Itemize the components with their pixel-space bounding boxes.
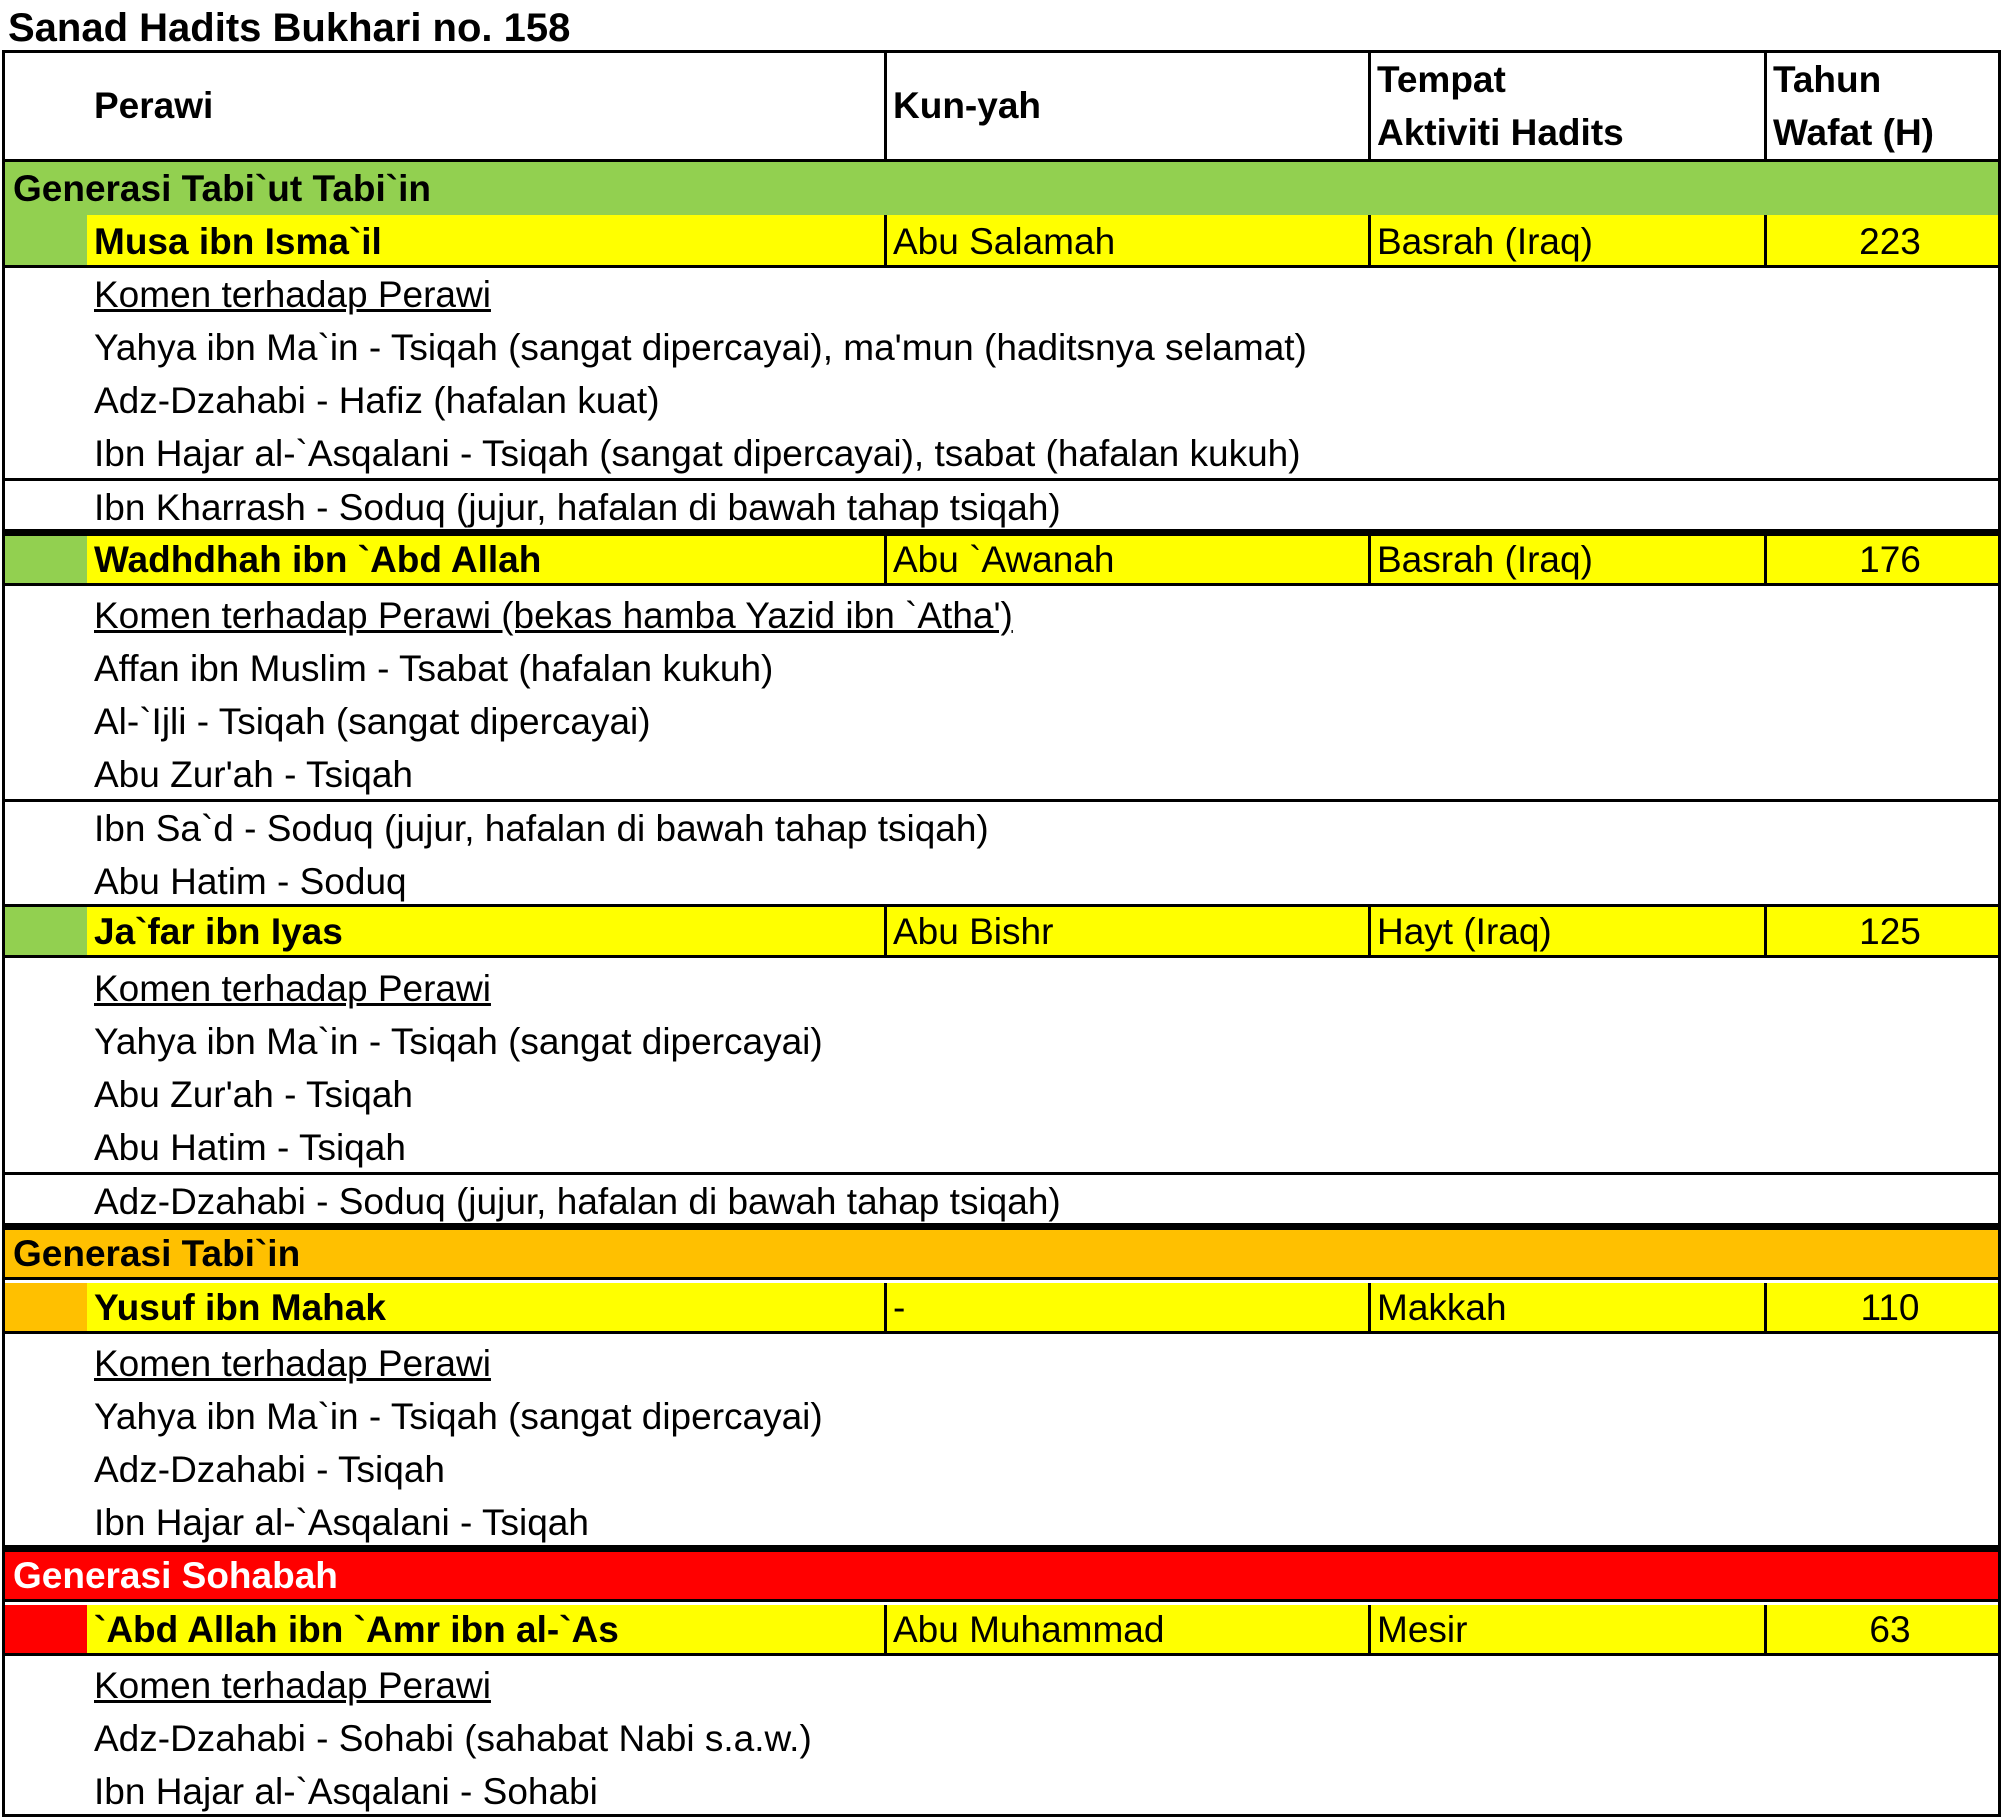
cell-divider bbox=[1764, 1283, 1767, 1334]
cell-divider bbox=[1764, 907, 1767, 958]
cell-divider bbox=[1368, 1283, 1371, 1334]
comment-line: Ibn Kharrash - Soduq (jujur, hafalan di bawah tahap tsiqah) bbox=[94, 487, 1061, 528]
comment-line: Ibn Sa`d - Soduq (jujur, hafalan di bawah tahap tsiqah) bbox=[94, 808, 989, 849]
comment-line: Adz-Dzahabi - Tsiqah bbox=[94, 1449, 445, 1490]
narrator-kunyah: Abu Bishr bbox=[893, 911, 1054, 952]
cell-divider bbox=[1368, 907, 1371, 958]
narrator-tempat: Basrah (Iraq) bbox=[1377, 539, 1593, 580]
generation-row-sohabah bbox=[5, 1552, 1998, 1602]
cell-divider bbox=[1764, 1605, 1767, 1656]
comment-line: Abu Zur'ah - Tsiqah bbox=[94, 754, 413, 795]
comment-line: Abu Zur'ah - Tsiqah bbox=[94, 1074, 413, 1115]
comment-line: Ibn Hajar al-`Asqalani - Sohabi bbox=[94, 1771, 598, 1812]
cell-divider bbox=[1368, 215, 1371, 268]
narrator-tempat: Mesir bbox=[1377, 1609, 1468, 1650]
narrator-name: Musa ibn Isma`il bbox=[94, 221, 382, 262]
narrator-tempat: Hayt (Iraq) bbox=[1377, 911, 1552, 952]
cell-divider bbox=[884, 907, 887, 958]
header-kunyah: Kun-yah bbox=[893, 85, 1041, 126]
generation-row-tabiin bbox=[5, 1230, 1998, 1280]
page-title: Sanad Hadits Bukhari no. 158 bbox=[8, 6, 571, 50]
header-perawi: Perawi bbox=[94, 85, 214, 126]
narrator-row bbox=[5, 215, 1998, 268]
cell-divider bbox=[1368, 536, 1371, 586]
comment-line: Adz-Dzahabi - Sohabi (sahabat Nabi s.a.w.) bbox=[94, 1718, 812, 1759]
section-border bbox=[5, 529, 1998, 536]
generation-label: Generasi Sohabah bbox=[13, 1555, 338, 1596]
narrator-tempat: Makkah bbox=[1377, 1287, 1507, 1328]
comment-line: Adz-Dzahabi - Soduq (jujur, hafalan di bawah tahap tsiqah) bbox=[94, 1181, 1061, 1222]
narrator-tahun: 63 bbox=[1869, 1609, 1911, 1650]
cell-divider bbox=[1764, 215, 1767, 268]
cell-divider bbox=[884, 215, 887, 268]
section-border bbox=[5, 1223, 1998, 1230]
narrator-tahun: 223 bbox=[1859, 221, 1921, 262]
header-divider bbox=[1368, 53, 1371, 159]
generation-row-tabiut-tabiin bbox=[5, 162, 1998, 215]
generation-color-stub bbox=[5, 536, 87, 583]
narrator-name: Wadhdhah ibn `Abd Allah bbox=[94, 539, 542, 580]
comment-line: Abu Hatim - Tsiqah bbox=[94, 1127, 406, 1168]
narrator-tahun: 176 bbox=[1859, 539, 1921, 580]
narrator-name: Yusuf ibn Mahak bbox=[94, 1287, 386, 1328]
cell-divider bbox=[884, 1283, 887, 1334]
comment-heading: Komen terhadap Perawi bbox=[94, 274, 491, 315]
narrator-name: `Abd Allah ibn `Amr ibn al-`As bbox=[94, 1609, 619, 1650]
comment-line: Yahya ibn Ma`in - Tsiqah (sangat dipercayai) bbox=[94, 1396, 823, 1437]
generation-color-stub bbox=[5, 215, 87, 265]
narrator-tahun: 125 bbox=[1859, 911, 1921, 952]
cell-divider bbox=[884, 1605, 887, 1656]
generation-color-stub bbox=[5, 1283, 87, 1331]
header-tahun-line1: Tahun bbox=[1773, 59, 1882, 100]
comment-line: Yahya ibn Ma`in - Tsiqah (sangat dipercayai) bbox=[94, 1021, 823, 1062]
comment-line: Affan ibn Muslim - Tsabat (hafalan kukuh) bbox=[94, 648, 774, 689]
narrator-kunyah: - bbox=[893, 1287, 906, 1328]
narrator-tahun: 110 bbox=[1860, 1287, 1920, 1328]
header-tempat-line2: Aktiviti Hadits bbox=[1377, 112, 1624, 153]
section-border bbox=[5, 1545, 1998, 1552]
header-divider bbox=[1764, 53, 1767, 159]
narrator-tempat: Basrah (Iraq) bbox=[1377, 221, 1593, 262]
comment-line: Al-`Ijli - Tsiqah (sangat dipercayai) bbox=[94, 701, 651, 742]
narrator-kunyah: Abu Muhammad bbox=[893, 1609, 1165, 1650]
narrator-name: Ja`far ibn Iyas bbox=[94, 911, 343, 952]
narrator-kunyah: Abu Salamah bbox=[893, 221, 1116, 262]
narrator-row bbox=[5, 907, 1998, 958]
cell-divider bbox=[884, 536, 887, 586]
comment-heading: Komen terhadap Perawi bbox=[94, 968, 491, 1009]
comment-line: Ibn Hajar al-`Asqalani - Tsiqah (sangat dipercayai), tsabat (hafalan kukuh) bbox=[94, 433, 1301, 474]
generation-color-stub bbox=[5, 907, 87, 955]
narrator-row bbox=[5, 1283, 1998, 1334]
generation-label: Generasi Tabi`ut Tabi`in bbox=[13, 168, 432, 209]
table-header-row bbox=[5, 53, 1998, 159]
narrator-row bbox=[5, 1605, 1998, 1656]
narrator-kunyah: Abu `Awanah bbox=[893, 539, 1115, 580]
generation-color-stub bbox=[5, 1605, 87, 1653]
header-divider bbox=[884, 53, 887, 159]
header-tahun-line2: Wafat (H) bbox=[1773, 112, 1934, 153]
cell-divider bbox=[1368, 1605, 1371, 1656]
comment-line: Ibn Hajar al-`Asqalani - Tsiqah bbox=[94, 1502, 589, 1543]
generation-label: Generasi Tabi`in bbox=[13, 1233, 301, 1274]
narrator-row bbox=[5, 536, 1998, 586]
comment-heading: Komen terhadap Perawi (bekas hamba Yazid ibn `Atha') bbox=[94, 595, 1013, 636]
comment-line: Yahya ibn Ma`in - Tsiqah (sangat dipercayai), ma'mun (haditsnya selamat) bbox=[94, 327, 1307, 368]
header-tempat-line1: Tempat bbox=[1377, 59, 1506, 100]
comment-heading: Komen terhadap Perawi bbox=[94, 1665, 491, 1706]
cell-divider bbox=[1764, 536, 1767, 586]
sanad-table bbox=[2, 50, 2001, 1817]
comment-heading: Komen terhadap Perawi bbox=[94, 1343, 491, 1384]
comment-line: Abu Hatim - Soduq bbox=[94, 861, 407, 902]
comment-line: Adz-Dzahabi - Hafiz (hafalan kuat) bbox=[94, 380, 660, 421]
